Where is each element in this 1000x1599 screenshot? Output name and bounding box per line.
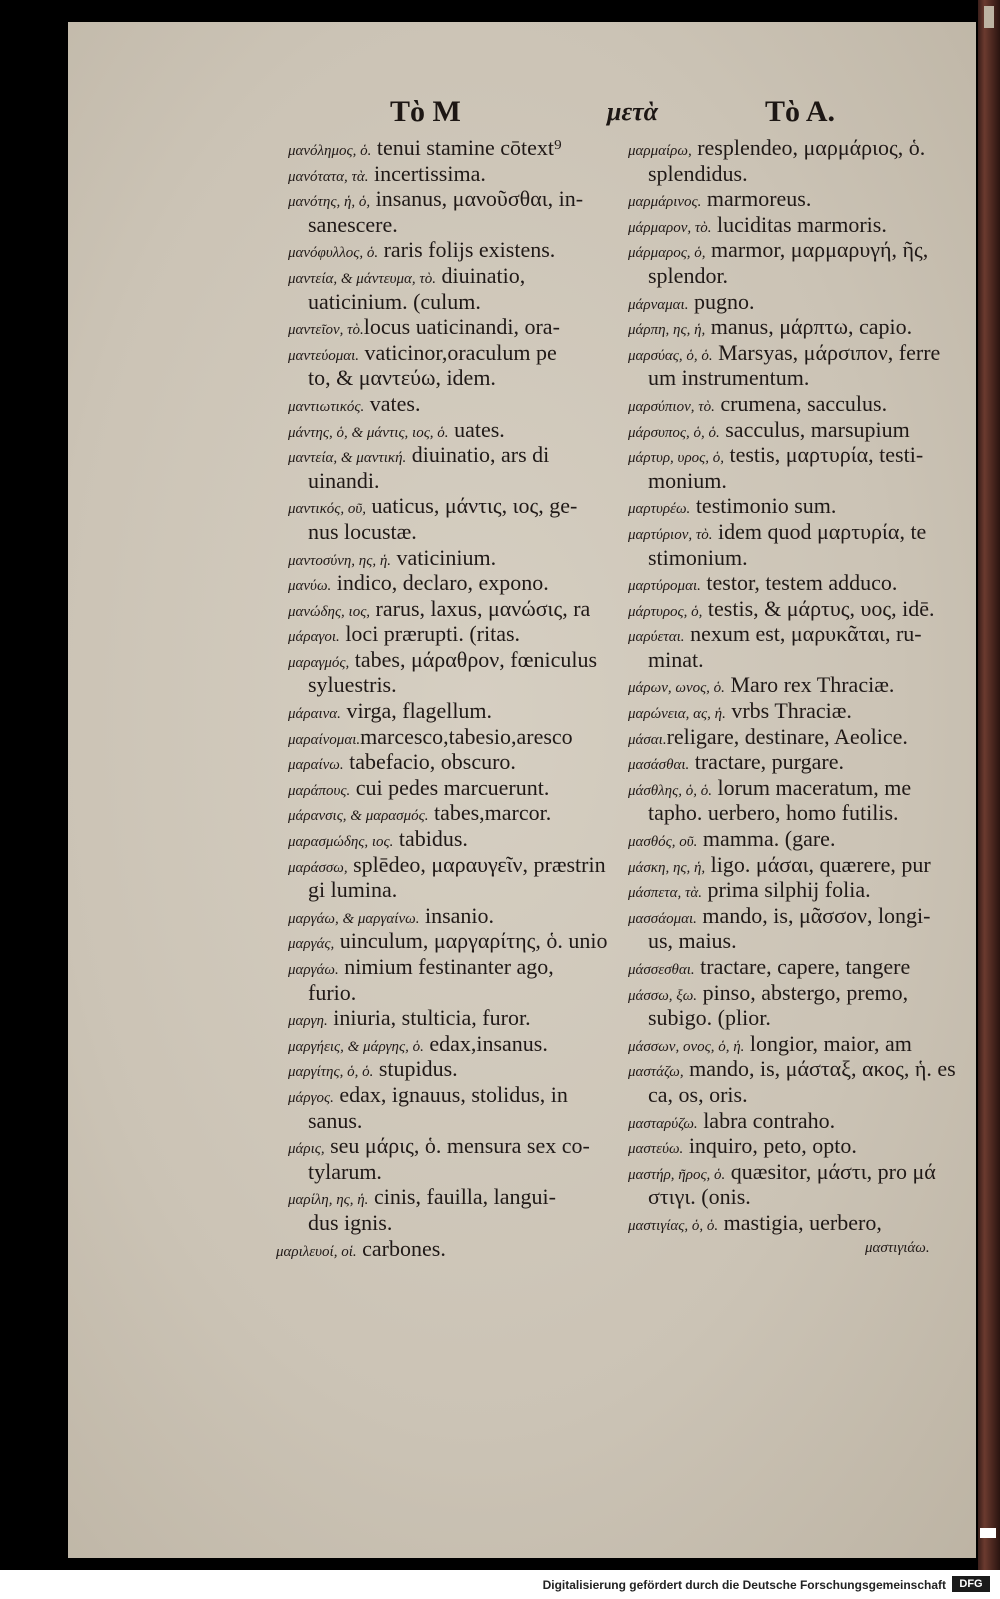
dictionary-line xyxy=(628,1005,960,1031)
dictionary-line xyxy=(628,340,960,366)
greek-headword: μαργάω, & μαργαίνω. xyxy=(288,910,420,927)
dictionary-line xyxy=(288,391,626,417)
greek-headword: μαστάζω, xyxy=(628,1064,684,1081)
latin-gloss: vrbs Thraciæ. xyxy=(725,698,852,724)
dictionary-line xyxy=(628,365,960,391)
dictionary-line xyxy=(628,596,960,622)
dictionary-line xyxy=(288,519,626,545)
right-column xyxy=(628,135,960,1236)
latin-gloss: tabefacio, obscuro. xyxy=(343,749,516,775)
dictionary-line xyxy=(628,1159,960,1185)
greek-headword: μανόλημος, ὁ. xyxy=(288,143,372,159)
dictionary-line xyxy=(628,672,960,698)
greek-headword: μαραγμός, xyxy=(288,654,350,671)
latin-gloss: tenui stamine cōtext⁹ xyxy=(371,135,562,160)
greek-headword: μάσσω, ξω. xyxy=(628,987,698,1004)
dictionary-line xyxy=(288,903,626,929)
latin-gloss: subigo. (plior. xyxy=(648,1005,771,1031)
catchword: μαστιγιάω. xyxy=(865,1240,930,1256)
greek-headword: μαργήεις, & μάργης, ὁ. xyxy=(288,1038,424,1055)
greek-headword: μαράπους. xyxy=(288,782,351,799)
dictionary-line xyxy=(288,596,626,622)
dictionary-line xyxy=(628,852,960,878)
latin-gloss: marmor, μαρμαρυγή, ῆς, xyxy=(705,237,929,263)
latin-gloss: indico, declaro, expono. xyxy=(331,570,549,596)
dictionary-line xyxy=(628,468,960,494)
greek-headword: μασθός, οῦ. xyxy=(628,834,698,851)
dictionary-line xyxy=(288,468,626,494)
dictionary-line xyxy=(288,1082,626,1108)
latin-gloss: diuinatio, ars di xyxy=(406,442,550,468)
latin-gloss: insanio. xyxy=(419,902,495,928)
latin-gloss: sacculus, marsupium xyxy=(719,416,910,442)
greek-headword: μάραινα. xyxy=(288,706,341,723)
dictionary-line xyxy=(628,647,960,673)
latin-gloss: us, maius. xyxy=(648,928,737,954)
running-head-left: Τὸ Μ xyxy=(390,95,461,128)
greek-headword: μαργάω. xyxy=(288,962,339,978)
greek-headword: μαρτύρομαι. xyxy=(628,578,701,595)
greek-headword: μάσπετα, τὰ. xyxy=(628,885,702,902)
latin-gloss: ca, os, oris. xyxy=(648,1081,748,1107)
dictionary-line xyxy=(288,672,626,698)
greek-headword: μαντικός, οῦ, xyxy=(288,501,367,518)
latin-gloss: uinandi. xyxy=(308,467,380,493)
dictionary-line xyxy=(288,954,626,980)
latin-gloss: virga, flagellum. xyxy=(340,698,493,724)
footer-credit: Digitalisierung gefördert durch die Deutsche Forschungsgemeinschaft xyxy=(542,1578,946,1592)
dictionary-line xyxy=(628,1031,960,1057)
latin-gloss: Marsyas, μάρσιπον, ferre xyxy=(712,339,941,365)
dictionary-line xyxy=(628,314,960,340)
greek-headword: μαρμάρινος. xyxy=(628,194,702,211)
dictionary-line xyxy=(288,698,626,724)
greek-headword: μαργίτης, ὁ, ὁ. xyxy=(288,1064,374,1081)
latin-gloss: marmoreus. xyxy=(701,186,812,212)
latin-gloss: uaticinium. (culum. xyxy=(308,288,481,314)
dictionary-line xyxy=(628,749,960,775)
latin-gloss: uaticus, μάντις, ιος, ge- xyxy=(366,493,578,519)
dictionary-line xyxy=(628,954,960,980)
latin-gloss: splendor. xyxy=(648,262,729,288)
latin-gloss: tylarum. xyxy=(308,1158,382,1184)
latin-gloss: labra contraho. xyxy=(697,1107,836,1133)
dictionary-line xyxy=(288,493,626,519)
greek-headword: μασσάομαι. xyxy=(628,910,697,927)
latin-gloss: testis, μαρτυρία, testi- xyxy=(723,442,924,468)
latin-gloss: splēdeo, μαραυγεῖν, præstrin xyxy=(347,851,606,877)
left-final-entry: μαριλευοί, οἱ. carbones. xyxy=(276,1236,446,1261)
latin-gloss: cinis, fauilla, langui- xyxy=(368,1184,556,1210)
greek-headword: μάρναμαι. xyxy=(628,296,689,313)
dictionary-line xyxy=(628,1056,960,1082)
dictionary-line xyxy=(628,903,960,929)
latin-gloss: prima silphij folia. xyxy=(701,877,871,903)
greek-headword: μάρπη, ης, ἡ, xyxy=(628,322,706,339)
latin-gloss: raris folijs existens. xyxy=(378,237,556,263)
greek-headword: μαστήρ, ῆρος, ὁ. xyxy=(628,1166,726,1183)
latin-gloss: στιγι. (onis. xyxy=(648,1184,751,1210)
latin-gloss: dus ignis. xyxy=(308,1209,393,1235)
latin-gloss: uinculum, μαργαρίτης, ὁ. unio xyxy=(334,928,608,954)
greek-headword: μανότης, ἡ, ὁ, xyxy=(288,194,371,211)
dictionary-line xyxy=(628,698,960,724)
latin-gloss: nimium festinanter ago, xyxy=(338,954,554,979)
greek-headword: μαρμαίρω, xyxy=(628,143,692,159)
greek-headword: μάντης, ὁ, & μάντις, ιος, ὁ. xyxy=(288,424,449,441)
dictionary-line xyxy=(628,417,960,443)
latin-gloss: vates. xyxy=(364,390,421,416)
dictionary-line xyxy=(628,877,960,903)
latin-gloss: stupidus. xyxy=(373,1056,458,1082)
latin-gloss: pinso, abstergo, premo, xyxy=(697,979,909,1005)
greek-headword: μαντεῖον, τὸ. xyxy=(288,322,364,339)
greek-headword: μάργος. xyxy=(288,1089,334,1106)
dictionary-line xyxy=(288,647,626,673)
latin-gloss: cui pedes marcuerunt. xyxy=(350,774,550,800)
dictionary-line xyxy=(288,1210,626,1236)
dictionary-line xyxy=(288,314,626,340)
dfg-logo: DFG xyxy=(952,1576,990,1592)
greek-headword: μάρμαρος, ὁ, xyxy=(628,245,706,262)
dictionary-line xyxy=(288,1005,626,1031)
book-spine xyxy=(978,0,1000,1570)
greek-headword: μαραίνω. xyxy=(288,757,344,774)
dictionary-line xyxy=(288,826,626,852)
dictionary-line xyxy=(288,800,626,826)
latin-gloss: mamma. (gare. xyxy=(697,826,836,852)
dictionary-line xyxy=(628,493,960,519)
greek-headword: μαρτυρέω. xyxy=(628,501,691,518)
greek-headword: μανύω. xyxy=(288,578,332,595)
dictionary-line xyxy=(288,1031,626,1057)
latin-gloss: rarus, laxus, μανώσις, ra xyxy=(370,595,591,621)
dictionary-line xyxy=(628,928,960,954)
dictionary-line xyxy=(628,1108,960,1134)
dictionary-line xyxy=(288,570,626,596)
greek-headword: μασταρύζω. xyxy=(628,1115,698,1132)
greek-headword: μαρσύπιον, τὸ. xyxy=(628,398,715,415)
latin-gloss: quæsitor, μάστι, pro μά xyxy=(725,1158,936,1184)
dictionary-line xyxy=(288,852,626,878)
latin-gloss: locus uaticinandi, ora- xyxy=(363,314,560,340)
greek-headword: μάρις, xyxy=(288,1141,325,1158)
latin-gloss: manus, μάρπτω, capio. xyxy=(705,314,913,340)
dictionary-line xyxy=(288,749,626,775)
dictionary-line xyxy=(288,442,626,468)
greek-headword: μασάσθαι. xyxy=(628,757,690,774)
greek-headword: μαντοσύνη, ης, ἡ. xyxy=(288,552,392,569)
latin-gloss: um instrumentum. xyxy=(648,365,810,391)
greek-headword: μαντεία, & μαντική. xyxy=(288,450,407,467)
dictionary-line xyxy=(628,724,960,750)
dictionary-line xyxy=(288,135,626,161)
dictionary-line xyxy=(628,135,960,161)
latin-gloss: stimonium. xyxy=(648,544,748,570)
latin-gloss: testimonio sum. xyxy=(690,493,837,519)
dictionary-line xyxy=(288,1133,626,1159)
dictionary-line xyxy=(628,1133,960,1159)
greek-headword: μάρμαρον, τὸ. xyxy=(628,219,712,236)
dictionary-line xyxy=(628,186,960,212)
greek-headword: μάσσων, ονος, ὁ, ἡ. xyxy=(628,1038,745,1055)
latin-gloss: minat. xyxy=(648,646,704,672)
greek-headword: μάσκη, ης, ἡ, xyxy=(628,859,706,876)
latin-gloss: Maro rex Thraciæ. xyxy=(724,672,895,698)
dictionary-line xyxy=(288,340,626,366)
dictionary-line xyxy=(628,237,960,263)
greek-headword: μάρτυρ, υρος, ὁ, xyxy=(628,450,724,467)
greek-headword: μαράσσω, xyxy=(288,859,348,876)
dictionary-line xyxy=(288,724,626,750)
greek-headword: μαρσύας, ὁ, ὁ. xyxy=(628,347,713,364)
latin-gloss: sanus. xyxy=(308,1107,363,1133)
dictionary-line xyxy=(288,928,626,954)
greek-headword: μανώδης, ιος, xyxy=(288,603,371,620)
dictionary-line xyxy=(288,775,626,801)
dictionary-line xyxy=(288,545,626,571)
greek-headword: μανότατα, τὰ. xyxy=(288,168,369,185)
latin-gloss: mando, is, μάσταξ, ακος, ἡ. es xyxy=(683,1056,956,1082)
dictionary-line xyxy=(628,519,960,545)
latin-gloss: nus locustæ. xyxy=(308,518,417,544)
greek-headword: μαντιωτικός. xyxy=(288,398,365,415)
dictionary-line xyxy=(288,1159,626,1185)
greek-headword: μάρσυπος, ὁ, ὁ. xyxy=(628,424,720,441)
latin-gloss: splendidus. xyxy=(648,160,748,186)
dictionary-line xyxy=(628,775,960,801)
dictionary-line xyxy=(288,417,626,443)
dictionary-line xyxy=(288,621,626,647)
dictionary-line xyxy=(628,800,960,826)
latin-gloss: sanescere. xyxy=(308,211,398,237)
dictionary-line xyxy=(628,161,960,187)
latin-gloss: vaticinium. xyxy=(391,544,497,570)
latin-gloss: tapho. uerbero, homo futilis. xyxy=(648,800,899,826)
dictionary-line xyxy=(628,826,960,852)
greek-headword: μάσαι. xyxy=(628,731,667,748)
dictionary-line xyxy=(628,570,960,596)
latin-gloss: tractare, capere, tangere xyxy=(694,954,911,979)
dictionary-line xyxy=(288,263,626,289)
latin-gloss: nexum est, μαρυκᾶται, ru- xyxy=(684,621,922,647)
latin-gloss: insanus, μανοῦσθαι, in- xyxy=(370,186,584,212)
latin-gloss: pugno. xyxy=(688,288,755,314)
dictionary-line xyxy=(628,1184,960,1210)
dictionary-line xyxy=(628,1082,960,1108)
latin-gloss: lorum maceratum, me xyxy=(711,774,912,800)
latin-gloss: seu μάρις, ὁ. mensura sex co- xyxy=(324,1133,590,1159)
latin-gloss: testis, & μάρτυς, υος, idē. xyxy=(702,595,935,621)
latin-gloss: syluestris. xyxy=(308,672,397,698)
greek-headword: μάραγοι. xyxy=(288,629,340,646)
greek-headword: μαρασμώδης, ιος. xyxy=(288,834,394,851)
greek-headword: μαραίνομαι. xyxy=(288,731,361,748)
greek-headword: μάσσεσθαι. xyxy=(628,962,695,978)
dictionary-line xyxy=(628,391,960,417)
latin-gloss: luciditas marmoris. xyxy=(711,211,887,237)
latin-gloss: tractare, purgare. xyxy=(689,749,844,775)
latin-gloss: ligo. μάσαι, quærere, pur xyxy=(705,851,931,877)
latin-gloss: edax,insanus. xyxy=(423,1030,548,1056)
greek-headword: μαρίλη, ης, ἡ. xyxy=(288,1192,369,1209)
latin-gloss: mando, is, μᾶσσον, longi- xyxy=(696,902,931,928)
dictionary-line xyxy=(288,237,626,263)
latin-gloss: tabes,marcor. xyxy=(428,800,552,826)
greek-headword: μαργη. xyxy=(288,1013,328,1030)
digitization-footer xyxy=(0,1572,1000,1599)
greek-headword: μανόφυλλος, ὁ. xyxy=(288,245,379,262)
dictionary-line xyxy=(288,289,626,315)
latin-gloss: idem quod μαρτυρία, te xyxy=(712,518,927,544)
greek-headword: μάρανσις, & μαρασμός. xyxy=(288,808,429,825)
dictionary-line xyxy=(288,980,626,1006)
greek-headword: μαστιγίας, ὁ, ὁ. xyxy=(628,1217,719,1234)
latin-gloss: resplendeo, μαρμάριος, ὁ. xyxy=(691,135,926,160)
greek-headword: μαστεύω. xyxy=(628,1141,684,1158)
latin-gloss: to, & μαντεύω, idem. xyxy=(308,365,496,391)
latin-gloss: incertissima. xyxy=(368,160,486,186)
dictionary-line xyxy=(628,545,960,571)
latin-gloss: crumena, sacculus. xyxy=(714,390,888,416)
latin-gloss: iniuria, stulticia, furor. xyxy=(327,1005,531,1031)
dictionary-line xyxy=(288,365,626,391)
latin-gloss: marcesco,tabesio,aresco xyxy=(360,723,573,749)
greek-headword: μαντεία, & μάντευμα, τὸ. xyxy=(288,270,437,287)
running-head xyxy=(0,92,1000,132)
latin-gloss: uates. xyxy=(448,416,505,442)
latin-gloss: tabidus. xyxy=(393,826,468,852)
left-column xyxy=(288,135,626,1236)
dictionary-line xyxy=(628,289,960,315)
latin-gloss: monium. xyxy=(648,467,727,493)
dictionary-line xyxy=(628,212,960,238)
dictionary-line xyxy=(288,186,626,212)
dictionary-line xyxy=(288,1056,626,1082)
dictionary-line xyxy=(288,212,626,238)
latin-gloss: loci prærupti. (ritas. xyxy=(339,621,521,647)
dictionary-line xyxy=(288,1184,626,1210)
latin-gloss: religare, destinare, Aeolice. xyxy=(666,723,908,749)
latin-gloss: longior, maior, am xyxy=(744,1030,912,1056)
greek-headword: μαργάς, xyxy=(288,936,335,953)
latin-gloss: diuinatio, xyxy=(436,262,526,288)
latin-gloss: vaticinor,oraculum pe xyxy=(359,339,557,365)
latin-gloss: furio. xyxy=(308,979,357,1005)
latin-gloss: tabes, μάραθρον, fœniculus xyxy=(349,646,598,672)
latin-gloss: gi lumina. xyxy=(308,877,398,903)
greek-headword: μάρτυρος, ὁ, xyxy=(628,603,703,620)
greek-headword: μαντεύομαι. xyxy=(288,347,360,364)
greek-headword: μαρτύριον, τὸ. xyxy=(628,526,713,543)
running-head-middle: μετὰ xyxy=(607,97,659,126)
dictionary-line xyxy=(628,442,960,468)
greek-headword: μαρύεται. xyxy=(628,629,685,646)
greek-headword: μαρώνεια, ας, ἡ. xyxy=(628,706,726,723)
greek-headword: μάρων, ωνος, ὁ. xyxy=(628,680,725,697)
dictionary-line xyxy=(628,980,960,1006)
dictionary-line xyxy=(288,161,626,187)
dictionary-line xyxy=(628,1210,960,1236)
dictionary-line xyxy=(628,263,960,289)
dictionary-line xyxy=(628,621,960,647)
running-head-right: Τὸ Α. xyxy=(765,95,836,128)
dictionary-line xyxy=(288,877,626,903)
latin-gloss: mastigia, uerbero, xyxy=(718,1209,882,1235)
latin-gloss: edax, ignauus, stolidus, in xyxy=(333,1081,568,1107)
dictionary-line xyxy=(288,1108,626,1134)
greek-headword: μάσθλης, ὁ, ὁ. xyxy=(628,782,712,799)
latin-gloss: testor, testem adduco. xyxy=(700,570,898,596)
latin-gloss: inquiro, peto, opto. xyxy=(683,1133,857,1159)
